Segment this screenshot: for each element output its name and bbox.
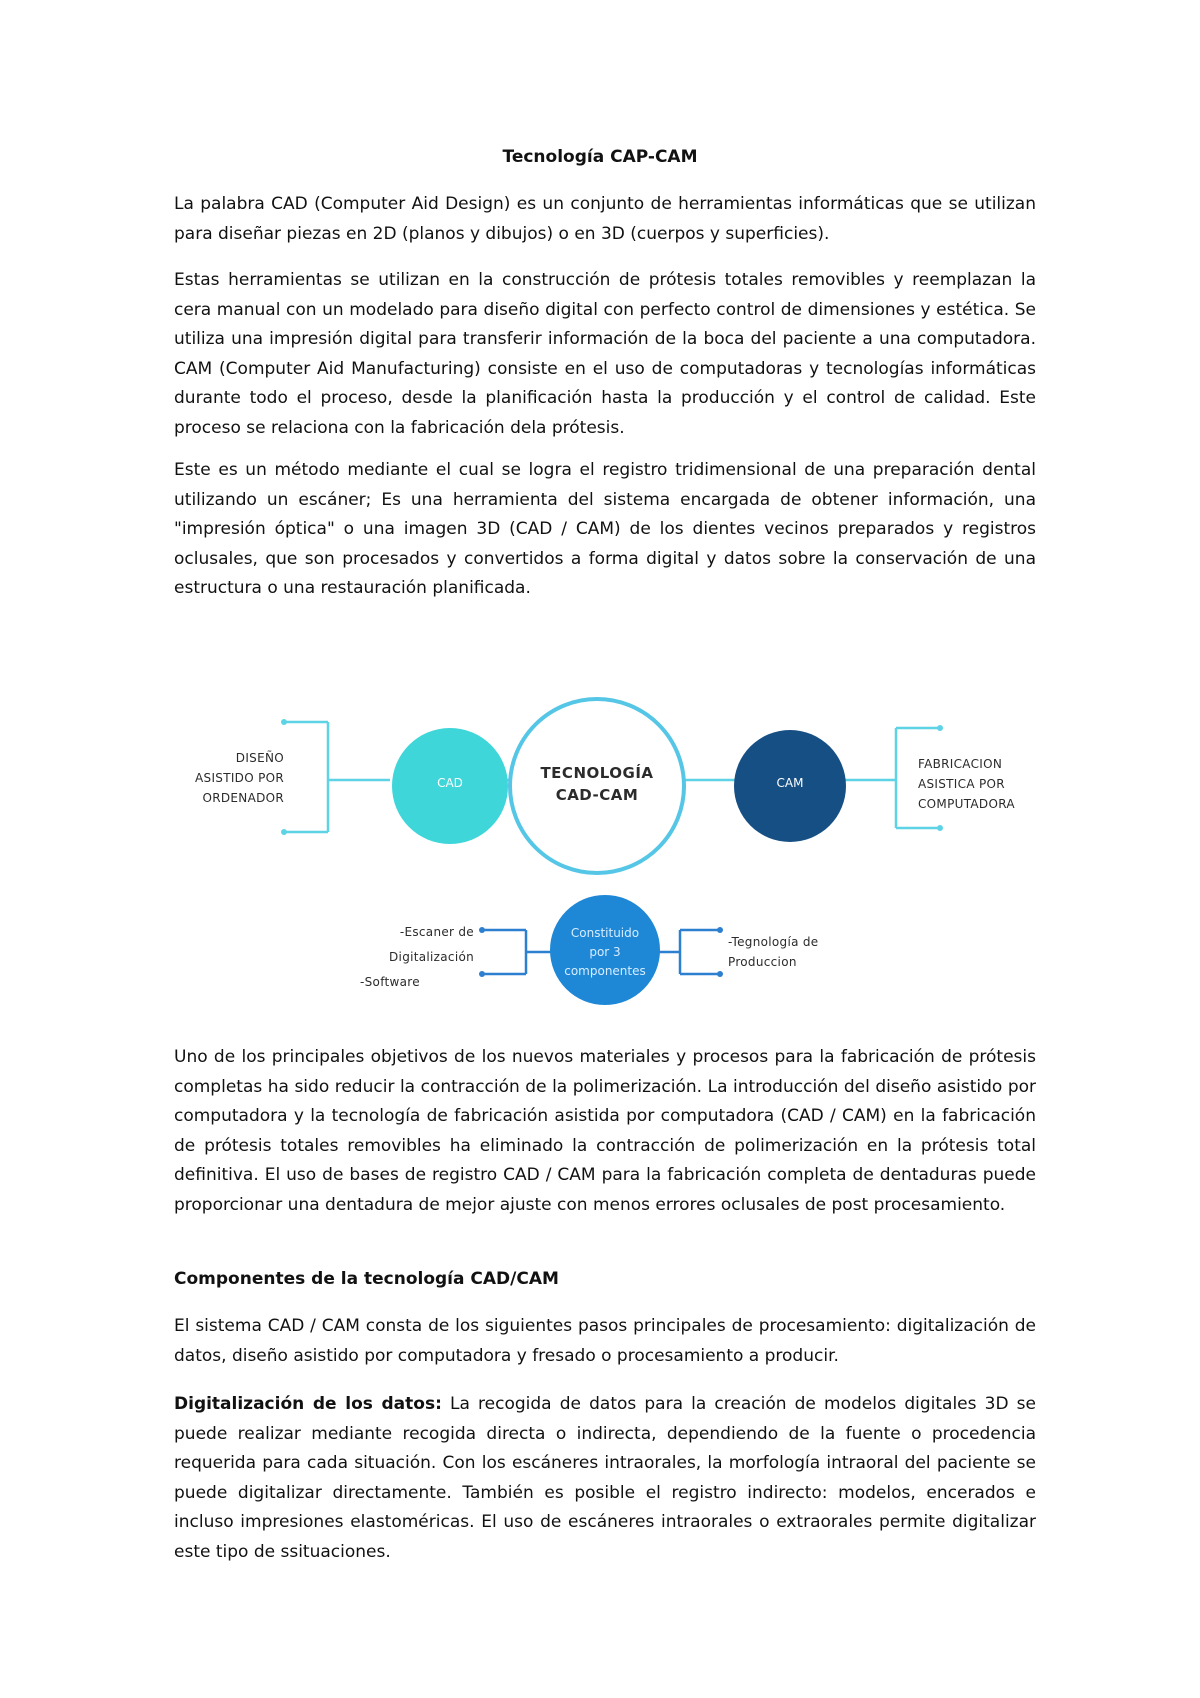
- bottom-left-label: [356, 920, 474, 995]
- bracket-dot: [479, 971, 485, 977]
- left-label: [180, 748, 284, 808]
- center-label: [520, 762, 674, 806]
- left-label-line: ORDENADOR: [202, 791, 284, 805]
- components-label-line: componentes: [564, 964, 646, 978]
- bracket-dot: [281, 829, 287, 835]
- cad-circle-label: CAD: [437, 776, 463, 790]
- paragraph-method: Este es un método mediante el cual se logra el registro tridimensional de una preparación dental utilizando un escáner; Es una herramienta del sistema encargada de obtener información, una "impresión óptica" o una imagen 3D (CAD / CAM) de los dientes vecinos preparados y registros oclusales, que son procesados y convertidos a forma digital y datos sobre la conservación de una estructura o una restauración planificada.: [174, 460, 1036, 598]
- bottom-right-label: [728, 932, 858, 972]
- bottom-right-label-line: Produccion: [728, 955, 797, 969]
- center-label-line: TECNOLOGÍA: [540, 764, 654, 782]
- left-label-line: ASISTIDO POR: [195, 771, 284, 785]
- bracket-dot: [937, 825, 943, 831]
- bottom-left-label-line: Digitalización: [389, 950, 474, 964]
- components-label-line: Constituido: [570, 926, 640, 940]
- bracket-dot: [717, 971, 723, 977]
- bracket-dot: [281, 719, 287, 725]
- components-circle-label: [552, 924, 658, 981]
- center-label-line: CAD-CAM: [555, 786, 639, 804]
- right-label: [918, 754, 1038, 814]
- bracket-dot: [479, 927, 485, 933]
- paragraph-system-steps: El sistema CAD / CAM consta de los siguientes pasos principales de procesamiento: digitalización de datos, diseño asistido por computadora y fresado o procesamiento a producir.: [174, 1316, 1036, 1366]
- cam-circle-label: CAM: [776, 776, 804, 790]
- page-title: Tecnología CAP-CAM: [502, 147, 698, 167]
- paragraph-cad-cam-tools: Estas herramientas se utilizan en la construcción de prótesis totales removibles y reemplazan la cera manual con un modelado para diseño digital con perfecto control de dimensiones y estética. Se utiliza una impresión digital para transferir información de la boca del paciente a una computadora. CAM (Computer Aid Manufacturing) consiste en el uso de computadoras y tecnologías informáticas durante todo el proceso, desde la planificación hasta la producción y el control de calidad. Este proceso se relaciona con la fabricación dela prótesis.: [174, 270, 1036, 438]
- bottom-right-label-line: -Tegnología de: [728, 935, 819, 949]
- bracket-dot: [937, 725, 943, 731]
- left-bracket: [284, 722, 390, 832]
- cad-cam-diagram: [180, 680, 1040, 1020]
- right-label-line: COMPUTADORA: [918, 797, 1015, 811]
- bottom-left-label-line: -Software: [360, 975, 420, 989]
- right-label-line: FABRICACION: [918, 757, 1003, 771]
- section-heading-components: Componentes de la tecnología CAD/CAM: [174, 1269, 559, 1289]
- bottom-left-label-line: -Escaner de: [399, 925, 474, 939]
- left-label-line: DISEÑO: [235, 751, 284, 765]
- paragraph-objectives: Uno de los principales objetivos de los nuevos materiales y procesos para la fabricación de prótesis completas ha sido reducir la contracción de la polimerización. La introducción del diseño asistido por computadora y la tecnología de fabricación asistida por computadora (CAD / CAM) en la fabricación de prótesis totales removibles ha eliminado la contracción de polimerización en la prótesis total definitiva. El uso de bases de registro CAD / CAM para la fabricación completa de dentaduras puede proporcionar una dentadura de mejor ajuste con menos errores oclusales de post procesamiento.: [174, 1047, 1036, 1215]
- components-label-line: por 3: [589, 945, 621, 959]
- paragraph-lead: Digitalización de los datos:: [174, 1394, 442, 1414]
- paragraph-body: La recogida de datos para la creación de modelos digitales 3D se puede realizar mediante recogida directa o indirecta, dependiendo de la fuente o procedencia requerida para cada situación. Con los escáneres intraorales, la morfología intraoral del paciente se puede digitalizar directamente. También es posible el registro indirecto: modelos, encerados e incluso impresiones elastoméricas. El uso de escáneres intraorales o extraorales permite digitalizar este tipo de ssituaciones.: [174, 1394, 1036, 1562]
- paragraph-cad-definition: La palabra CAD (Computer Aid Design) es un conjunto de herramientas informáticas que se utilizan para diseñar piezas en 2D (planos y dibujos) o en 3D (cuerpos y superficies).: [174, 194, 1036, 244]
- right-label-line: ASISTICA POR: [918, 777, 1005, 791]
- paragraph-digitalization: [174, 1390, 1036, 1567]
- bracket-dot: [717, 927, 723, 933]
